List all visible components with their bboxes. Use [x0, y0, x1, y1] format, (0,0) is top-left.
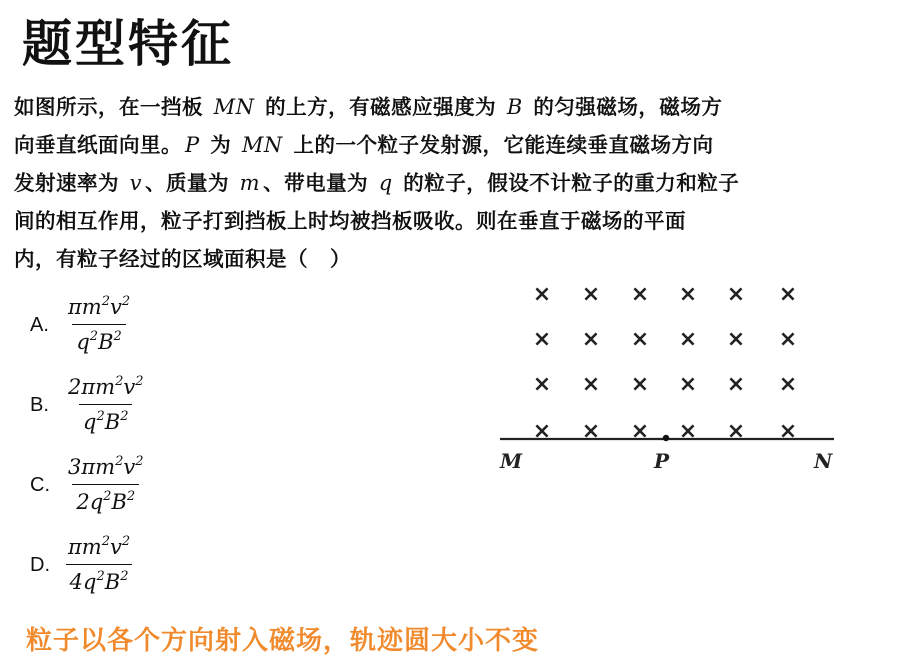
fraction-numerator: $\pi m^2v^2$ — [68, 534, 131, 559]
fraction-numerator: $\pi m^2v^2$ — [68, 294, 131, 319]
option-letter: C. — [30, 474, 50, 496]
option-letter: A. — [30, 314, 49, 336]
option-letter: D. — [30, 554, 50, 576]
field-into-page-mark: × — [678, 419, 698, 444]
field-into-page-mark: × — [726, 372, 746, 397]
field-into-page-mark: × — [778, 282, 798, 307]
field-into-page-mark: × — [532, 282, 552, 307]
label-m: M — [500, 449, 523, 473]
field-into-page-mark: × — [630, 372, 650, 397]
option-d[interactable] — [30, 532, 230, 608]
field-into-page-mark: × — [778, 372, 798, 397]
summary-note: 粒子以各个方向射入磁场，轨迹圆大小不变 — [26, 626, 540, 656]
field-into-page-mark: × — [726, 282, 746, 307]
field-into-page-mark: × — [630, 327, 650, 352]
fraction-denominator: $4q^2B^2$ — [66, 564, 133, 597]
fraction-numerator: $2\pi m^2v^2$ — [68, 374, 144, 399]
field-into-page-mark: × — [678, 327, 698, 352]
fraction-denominator: $2q^2B^2$ — [72, 484, 139, 517]
fraction-denominator: $q^2B^2$ — [72, 324, 125, 357]
label-n: N — [814, 449, 833, 473]
question-line-2: 向垂直纸面向里。 P 为 MN 上的一个粒子发射源，它能连续垂直磁场方向 — [14, 133, 714, 157]
field-into-page-mark: × — [630, 419, 650, 444]
field-into-page-mark: × — [678, 282, 698, 307]
option-a[interactable] — [30, 292, 230, 368]
symbol-b: B — [506, 95, 523, 119]
symbol-v: v — [129, 171, 143, 195]
page-title: 题型特征 — [22, 15, 234, 73]
question-line-3: 发射速率为 v 、质量为 m 、带电量为 q 的粒子，假设不计粒子的重力和粒子 — [14, 171, 740, 195]
symbol-q: q — [378, 171, 393, 195]
field-into-page-mark: × — [778, 327, 798, 352]
fraction-numerator: $3\pi m^2v^2$ — [68, 454, 144, 479]
field-into-page-mark: × — [532, 372, 552, 397]
option-b[interactable] — [30, 372, 230, 448]
symbol-mn: MN — [213, 95, 255, 119]
field-into-page-mark: × — [532, 327, 552, 352]
label-p: P — [654, 449, 670, 473]
field-into-page-mark: × — [581, 372, 601, 397]
symbol-p: P — [185, 133, 200, 157]
field-into-page-mark: × — [581, 419, 601, 444]
question-line-1: 如图所示，在一挡板 MN 的上方，有磁感应强度为 B 的匀强磁场，磁场方 — [14, 95, 723, 119]
question-line-4: 间的相互作用，粒子打到挡板上时均被挡板吸收。则在垂直于磁场的平面 — [14, 209, 686, 233]
field-marks — [533, 282, 797, 444]
option-c[interactable] — [30, 452, 230, 528]
symbol-mn: MN — [241, 133, 283, 157]
emitter-point-p — [663, 435, 669, 441]
magnetic-field-figure — [492, 272, 842, 482]
field-into-page-mark: × — [630, 282, 650, 307]
option-b-fraction — [64, 372, 148, 437]
question-stem — [14, 88, 882, 278]
field-into-page-mark: × — [726, 419, 746, 444]
field-into-page-mark: × — [678, 372, 698, 397]
field-into-page-mark: × — [726, 327, 746, 352]
field-into-page-mark: × — [532, 419, 552, 444]
fraction-denominator: $q^2B^2$ — [79, 404, 132, 437]
option-letter: B. — [30, 394, 49, 416]
symbol-m: m — [239, 171, 261, 195]
option-a-fraction — [64, 292, 134, 357]
field-into-page-mark: × — [581, 327, 601, 352]
option-d-fraction — [64, 532, 134, 597]
field-into-page-mark: × — [581, 282, 601, 307]
field-into-page-mark: × — [778, 419, 798, 444]
question-line-5: 内，有粒子经过的区域面积是（ ） — [14, 247, 351, 271]
option-c-fraction — [64, 452, 148, 517]
